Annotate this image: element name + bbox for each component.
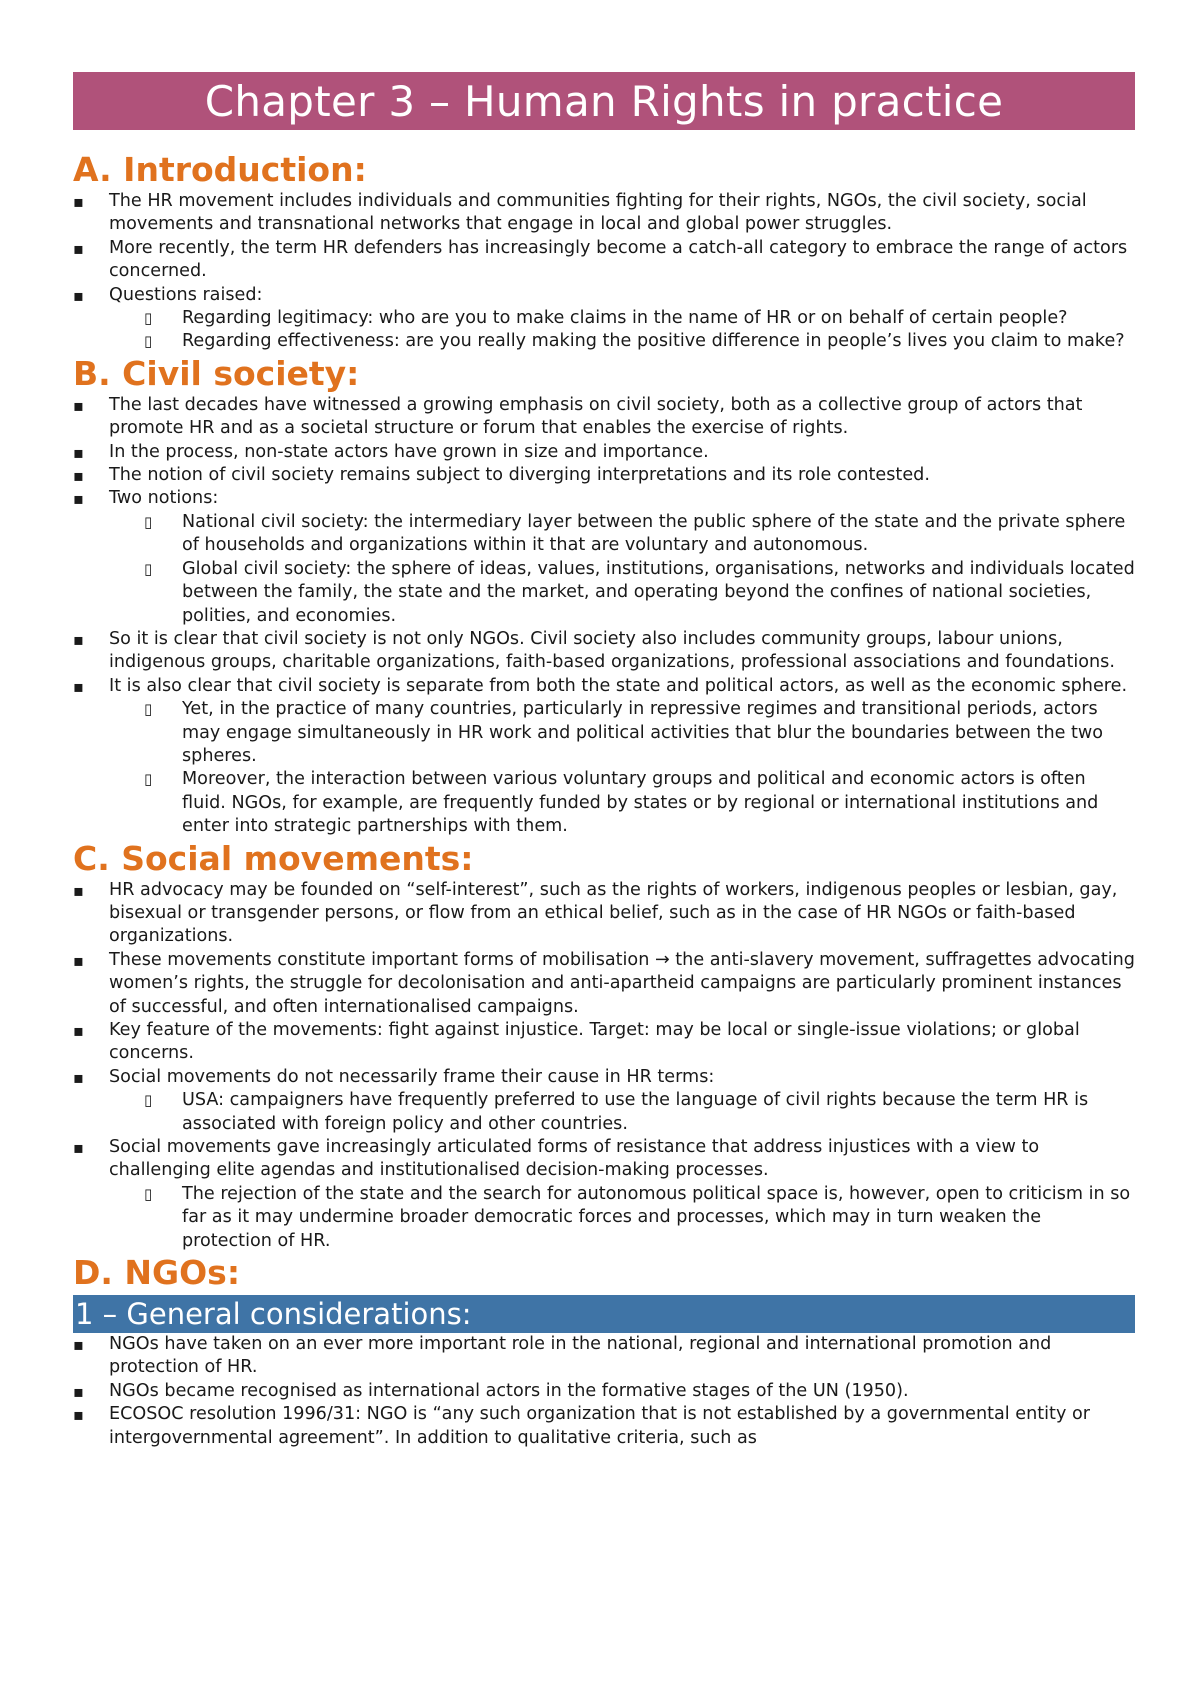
chapter-title: Chapter 3 – Human Rights in practice xyxy=(73,72,1135,130)
sub-list-item: ▯ Global civil society: the sphere of ideas, values, institutions, organisations, networks and individuals located between the family, the state and the market, and operating beyond the confines of national societies, polities, and economies. xyxy=(73,558,1135,628)
list-item: ▪ ECOSOC resolution 1996/31: NGO is “any such organization that is not established by a governmental entity or intergovernmental agreement”. In addition to qualitative criteria, such as xyxy=(73,1403,1135,1450)
section-heading-introduction: A. Introduction: xyxy=(73,150,367,189)
ngos-list xyxy=(73,1333,1135,1450)
list-item: ▪ More recently, the term HR defenders has increasingly become a catch-all category to embrace the range of actors concerned. xyxy=(73,237,1135,284)
list-item: ▪ HR advocacy may be founded on “self-interest”, such as the rights of workers, indigenous peoples or lesbian, gay, bisexual or transgender persons, or flow from an ethical belief, such as in the case of HR NGOs or faith-based organizations. xyxy=(73,879,1135,949)
introduction-list xyxy=(73,190,1135,354)
list-item: ▪ NGOs became recognised as international actors in the formative stages of the UN (1950). xyxy=(73,1380,1135,1403)
sub-list-item: ▯ Moreover, the interaction between various voluntary groups and political and economic actors is often fluid. NGOs, for example, are frequently funded by states or by regional or international institutions and enter into strategic partnerships with them. xyxy=(73,768,1135,838)
sub-list-item: ▯ Yet, in the practice of many countries, particularly in repressive regimes and transitional periods, actors may engage simultaneously in HR work and political activities that blur the boundaries between the two spheres. xyxy=(73,698,1135,768)
list-item: ▪ Social movements gave increasingly articulated forms of resistance that address injustices with a view to challenging elite agendas and institutionalised decision-making processes. xyxy=(73,1136,1135,1183)
list-item: ▪ So it is clear that civil society is not only NGOs. Civil society also includes community groups, labour unions, indigenous groups, charitable organizations, faith-based organizations, professional associations and foundations. xyxy=(73,628,1135,675)
list-item: ▪ The HR movement includes individuals and communities fighting for their rights, NGOs, the civil society, social movements and transnational networks that engage in local and global power struggles. xyxy=(73,190,1135,237)
civil-society-list xyxy=(73,394,1135,839)
sub-list-item: ▯ Regarding effectiveness: are you really making the positive difference in people’s lives you claim to make? xyxy=(73,330,1135,353)
list-item: ▪ Social movements do not necessarily frame their cause in HR terms: xyxy=(73,1066,1135,1089)
list-item: ▪ In the process, non-state actors have grown in size and importance. xyxy=(73,441,1135,464)
social-movements-list xyxy=(73,879,1135,1254)
list-item: ▪ It is also clear that civil society is separate from both the state and political actors, as well as the economic sphere. xyxy=(73,675,1135,698)
document-page xyxy=(73,72,1135,1450)
section-heading-social-movements: C. Social movements: xyxy=(73,838,474,878)
section-heading-ngos: D. NGOs: xyxy=(73,1253,241,1293)
section-heading-civil-society: B. Civil society: xyxy=(73,353,360,393)
sub-list-item: ▯ Regarding legitimacy: who are you to make claims in the name of HR or on behalf of certain people? xyxy=(73,307,1135,330)
list-item: ▪ These movements constitute important forms of mobilisation → the anti-slavery movement, suffragettes advocating women’s rights, the struggle for decolonisation and anti-apartheid campaigns are particularly prominent instances of successful, and often internationalised campaigns. xyxy=(73,949,1135,1019)
list-item: ▪ The last decades have witnessed a growing emphasis on civil society, both as a collective group of actors that promote HR and as a societal structure or forum that enables the exercise of rights. xyxy=(73,394,1135,441)
list-item: ▪ NGOs have taken on an ever more important role in the national, regional and international promotion and protection of HR. xyxy=(73,1333,1135,1380)
sub-list-item: ▯ National civil society: the intermediary layer between the public sphere of the state and the private sphere of households and organizations within it that are voluntary and autonomous. xyxy=(73,511,1135,558)
list-item: ▪ Two notions: xyxy=(73,487,1135,510)
sub-list-item: ▯ USA: campaigners have frequently preferred to use the language of civil rights because the term HR is associated with foreign policy and other countries. xyxy=(73,1089,1135,1136)
sub-list-item: ▯ The rejection of the state and the search for autonomous political space is, however, open to criticism in so far as it may undermine broader democratic forces and processes, which may in turn weaken the protection of HR. xyxy=(73,1183,1135,1253)
subsection-heading-general-considerations: 1 – General considerations: xyxy=(73,1295,1135,1333)
list-item: ▪ Questions raised: xyxy=(73,284,1135,307)
list-item: ▪ The notion of civil society remains subject to diverging interpretations and its role contested. xyxy=(73,464,1135,487)
list-item: ▪ Key feature of the movements: fight against injustice. Target: may be local or single-issue violations; or global concerns. xyxy=(73,1019,1135,1066)
